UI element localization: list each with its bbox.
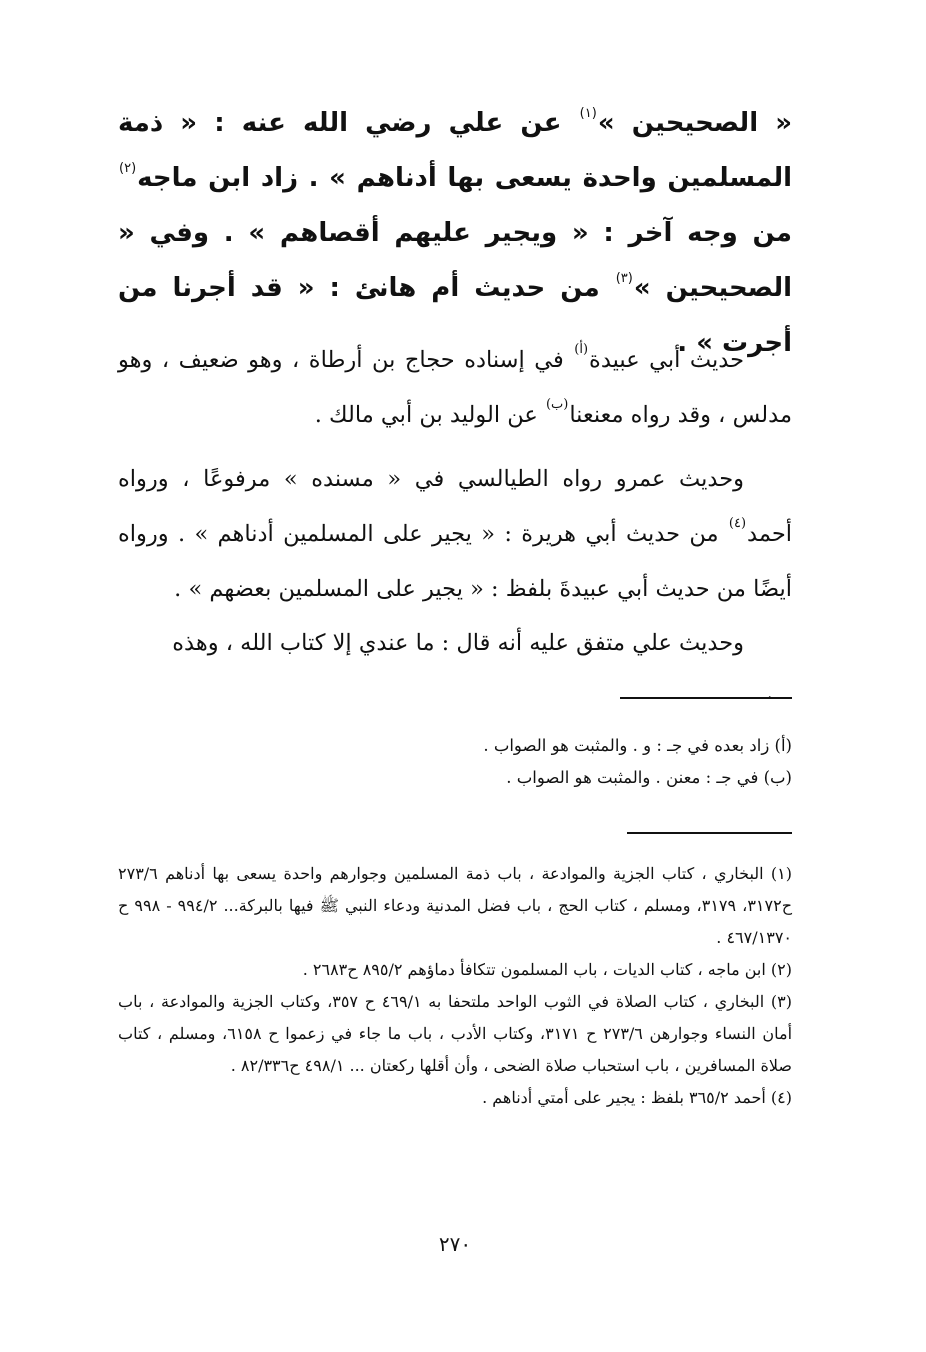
- commentary-paragraph-2: [118, 452, 792, 617]
- text-run: « الصحيحين »: [597, 108, 793, 138]
- variant-ref-b[interactable]: (ب): [545, 397, 569, 412]
- text-run: وحديث علي متفق عليه أنه قال : ما عندي إلا كتاب الله ، وهذه: [172, 630, 744, 656]
- variant-notes: [118, 730, 792, 794]
- text-run: عن الوليد بن أبي مالك .: [314, 402, 545, 428]
- text-run: من حديث أم هانئ : « قد أجرنا من أجرت » .: [118, 273, 792, 358]
- text-run: حديث أبي عبيدة: [589, 347, 745, 373]
- text-run: من وجه آخر : « ويجير عليهم أقصاهم » . وفي « الصحيحين »: [118, 218, 793, 303]
- book-page: [118, 0, 792, 1352]
- commentary-paragraph-3: [118, 616, 792, 671]
- page-number: ٢٧٠: [438, 1232, 472, 1256]
- text-run: عن علي رضي الله عنه : « ذمة المسلمين واحدة يسعى بها أدناهم » . زاد ابن ماجه: [118, 108, 792, 193]
- variant-notes-divider: [620, 697, 792, 699]
- footnote-ref-3[interactable]: (٣): [615, 271, 633, 286]
- commentary-paragraph-1: [118, 333, 792, 443]
- footnote-4: (٤) أحمد ٣٦٥/٢ بلفظ : يجير على أمتي أدناهم .: [482, 1088, 792, 1107]
- hadith-quote-paragraph: [118, 96, 792, 371]
- variant-note: (ب) في جـ : معنن . والمثبت هو الصواب .: [506, 768, 792, 787]
- variant-note: (أ) زاد بعده في جـ : و . والمثبت هو الصواب .: [483, 736, 792, 755]
- footnotes: [118, 858, 792, 1114]
- footnote-3: (٣) البخاري ، كتاب الصلاة في الثوب الواحد ملتحفا به ٤٦٩/١ ح ٣٥٧، وكتاب الجزية والموادعة ، باب أمان النساء وجوارهن ٢٧٣/٦ ح ٣١٧١، وكتاب الأدب ، باب ما جاء في زعموا ح ٦١٥٨، ومسلم ، كتاب صلاة المسافرين ، باب استحباب صلاة الضحى ، وأن أقلها ركعتان ... ٤٩٨/١ ح٨٢/٣٣٦ .: [118, 992, 793, 1075]
- footnote-ref-1[interactable]: (١): [579, 106, 597, 121]
- text-run: وحديث عمرو رواه الطيالسي في « مسنده » مرفوعًا ، ورواه أحمد: [118, 466, 792, 547]
- continuation-dot: .: [767, 686, 772, 702]
- footnote-2: (٢) ابن ماجه ، كتاب الديات ، باب المسلمون تتكافأ دماؤهم ٨٩٥/٢ ح٢٦٨٣ .: [302, 960, 792, 979]
- footnotes-divider: [627, 832, 792, 834]
- footnote-ref-2[interactable]: (٢): [119, 161, 137, 176]
- footnote-ref-4[interactable]: (٤): [728, 516, 747, 531]
- text-run: من حديث أبي هريرة : « يجير على المسلمين أدناهم » . ورواه أيضًا من حديث أبي عبيدةَ بلفظ : « يجير على المسلمين بعضهم » .: [118, 521, 792, 602]
- text-run: في إسناده حجاج بن أرطاة ، وهو ضعيف ، وهو مدلس ، وقد رواه معنعنا: [118, 347, 792, 428]
- footnote-1: (١) البخاري ، كتاب الجزية والموادعة ، باب ذمة المسلمين وجوارهم واحدة يسعى بها أدناهم ٢٧٣/٦ ح٣١٧٢، ٣١٧٩، ومسلم ، كتاب الحج ، باب فضل المدنية ودعاء النبي ﷺ فيها بالبركة... ٩٩٤/٢ - ٩٩٨ ح ٤٦٧/١٣٧٠ .: [118, 864, 793, 947]
- variant-ref-a[interactable]: (أ): [574, 342, 589, 357]
